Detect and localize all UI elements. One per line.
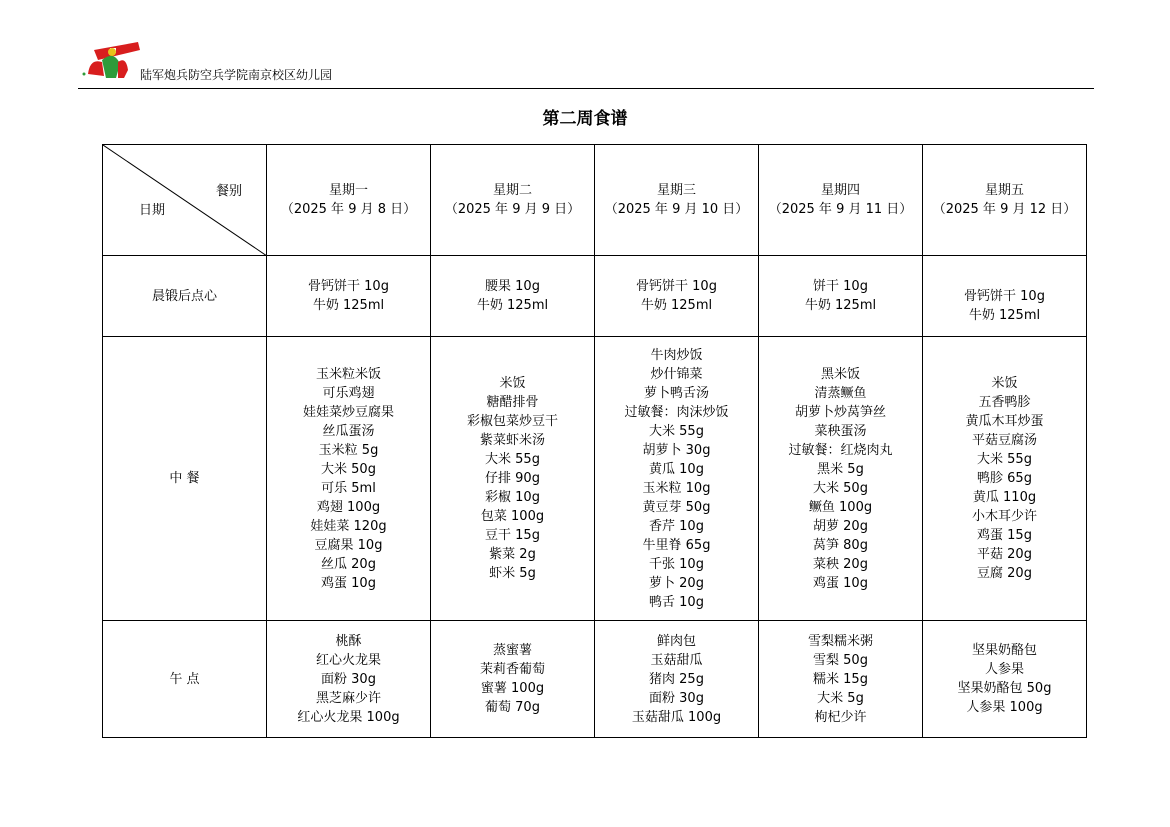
day-header-row [103,145,1087,256]
meal-row-lunch [103,337,1087,621]
menu-item: 可乐鸡翅 [322,385,375,401]
day-date: （2025 年 9 月 12 日） [932,202,1077,217]
menu-item: 骨钙饼干 10g [308,279,389,294]
menu-item: 过敏餐：红烧肉丸 [788,442,893,458]
menu-cell [595,256,759,337]
day-name: 星期四 [820,183,860,198]
menu-item: 彩椒包菜炒豆干 [466,414,558,429]
day-date: （2025 年 9 月 10 日） [604,202,749,217]
menu-item: 清蒸鳜鱼 [814,385,867,401]
menu-item: 牛奶 125ml [312,298,385,313]
menu-cell [759,337,923,621]
menu-item: 牛奶 125ml [804,298,877,313]
menu-item: 大米 55g [977,452,1032,467]
menu-item: 小木耳少许 [971,509,1037,524]
menu-item: 牛奶 125ml [476,298,549,313]
menu-item: 黄瓜 110g [972,490,1037,505]
menu-item: 玉米粒米饭 [315,366,381,382]
day-header-cell [923,145,1087,256]
menu-item: 豆腐果 10g [314,537,383,553]
menu-item: 豆干 15g [485,528,540,543]
date-label: 日期 [139,203,166,218]
menu-item: 糖醋排骨 [486,395,539,410]
menu-item: 枸杞少许 [814,709,867,725]
menu-item: 饼干 10g [813,279,868,294]
menu-item: 牛肉炒饭 [650,347,703,363]
menu-item: 大米 50g [321,461,376,477]
menu-item: 葡萄 70g [485,700,540,715]
menu-item: 茉莉香葡萄 [479,662,545,677]
menu-cell [923,337,1087,621]
menu-item: 雪梨 50g [813,652,868,668]
menu-item: 面粉 30g [321,671,376,687]
menu-item: 米饭 [499,376,526,391]
menu-item: 黑芝麻少许 [315,690,381,706]
kindergarten-logo-icon [80,40,142,82]
meal-type-label: 餐别 [215,184,242,199]
menu-cell [267,621,431,738]
menu-item: 过敏餐：肉沫炒饭 [624,404,729,420]
day-date: （2025 年 9 月 8 日） [280,202,417,217]
menu-cell [431,256,595,337]
menu-item: 大米 50g [813,480,868,496]
menu-item: 萝卜鸭舌汤 [643,385,709,401]
menu-item: 人参果 [984,662,1024,677]
day-date: （2025 年 9 月 9 日） [444,202,581,217]
menu-item: 鳜鱼 100g [808,499,873,515]
menu-item: 玉米粒 5g [318,442,379,458]
menu-item: 玉菇甜瓜 [650,652,703,668]
menu-item: 桃酥 [335,633,362,649]
meal-name-cell: 中 餐 [103,337,267,621]
menu-item: 雪梨糯米粥 [807,633,873,649]
day-header-cell [267,145,431,256]
menu-item: 骨钙饼干 10g [964,289,1045,304]
day-name: 星期二 [492,183,532,198]
meal-row-afternoon-snack [103,621,1087,738]
menu-item: 炒什锦菜 [650,366,703,382]
menu-item: 黑米 5g [817,461,864,477]
menu-item: 人参果 100g [966,700,1043,715]
menu-item: 鲜肉包 [656,633,696,649]
menu-item: 大米 55g [649,423,704,439]
menu-cell [923,621,1087,738]
menu-item: 鸡翅 100g [316,499,381,515]
meal-name-cell: 午 点 [103,621,267,738]
menu-item: 玉米粒 10g [642,480,711,496]
menu-item: 大米 55g [485,452,540,467]
menu-cell [759,621,923,738]
day-name: 星期一 [328,183,368,198]
menu-item: 牛奶 125ml [640,298,713,313]
menu-item: 胡萝 20g [813,518,868,534]
menu-item: 包菜 100g [480,509,545,524]
weekly-menu-table [102,144,1087,738]
menu-item: 大米 5g [817,690,864,706]
menu-item: 丝瓜 20g [321,556,376,572]
menu-item: 五香鸭胗 [978,395,1031,410]
menu-item: 面粉 30g [649,690,704,706]
menu-item: 平菇豆腐汤 [971,433,1037,448]
menu-item: 鸭舌 10g [649,594,704,610]
menu-item: 萝卜 20g [649,575,704,591]
day-header-cell [431,145,595,256]
menu-item: 胡萝卜炒莴笋丝 [794,404,886,420]
menu-item: 仔排 90g [485,471,540,486]
menu-item: 猪肉 25g [649,671,704,687]
menu-item: 娃娃菜 120g [310,518,387,534]
menu-item: 菜秧蛋汤 [814,423,867,439]
menu-item: 腰果 10g [485,279,540,294]
meal-name-cell: 晨锻后点心 [103,256,267,337]
menu-cell [923,256,1087,337]
menu-item: 红心火龙果 100g [297,709,400,725]
day-name: 星期五 [984,183,1024,198]
menu-item: 千张 10g [649,556,704,572]
menu-item: 坚果奶酪包 [971,643,1037,658]
day-name: 星期三 [656,183,696,198]
menu-cell [431,621,595,738]
menu-item: 娃娃菜炒豆腐果 [302,404,394,420]
menu-item: 豆腐 20g [977,566,1032,581]
menu-item: 糯米 15g [813,671,868,687]
menu-item: 胡萝卜 30g [642,442,711,458]
menu-item: 玉菇甜瓜 100g [631,709,722,725]
day-header-cell [595,145,759,256]
menu-item: 米饭 [991,376,1018,391]
menu-item: 平菇 20g [977,547,1032,562]
menu-item: 鸡蛋 15g [977,528,1032,543]
menu-cell [759,256,923,337]
menu-item: 牛奶 125ml [968,308,1041,323]
menu-item: 黄瓜 10g [649,461,704,477]
menu-item: 黄豆芽 50g [642,499,711,515]
menu-item: 丝瓜蛋汤 [322,423,375,439]
school-name: 陆军炮兵防空兵学院南京校区幼儿园 [140,68,333,82]
menu-item: 蒸蜜薯 [492,643,532,658]
menu-item: 虾米 5g [489,566,536,581]
menu-cell [595,337,759,621]
page-title: 第二周食谱 [542,109,628,129]
menu-item: 坚果奶酪包 50g [957,681,1052,696]
corner-header-cell [103,145,267,256]
menu-cell [595,621,759,738]
menu-item: 紫菜虾米汤 [479,433,545,448]
menu-cell [431,337,595,621]
menu-item: 黄瓜木耳炒蛋 [965,414,1044,429]
menu-item: 蜜薯 100g [480,681,545,696]
menu-item: 牛里脊 65g [642,537,711,553]
menu-item: 紫菜 2g [489,547,536,562]
menu-item: 骨钙饼干 10g [636,279,717,294]
menu-item: 鸭胗 65g [977,471,1032,486]
meal-row-morning-snack [103,256,1087,337]
menu-item: 彩椒 10g [485,490,540,505]
menu-item: 莴笋 80g [813,537,868,553]
day-header-cell [759,145,923,256]
day-date: （2025 年 9 月 11 日） [768,202,913,217]
menu-item: 香芹 10g [649,518,704,534]
menu-item: 菜秧 20g [813,556,868,572]
page-header [78,40,1094,89]
menu-cell [267,337,431,621]
menu-item: 红心火龙果 [315,652,381,668]
menu-cell [267,256,431,337]
menu-item: 黑米饭 [820,366,860,382]
menu-item: 鸡蛋 10g [321,575,376,591]
menu-item: 鸡蛋 10g [813,575,868,591]
menu-item: 可乐 5ml [321,480,376,496]
